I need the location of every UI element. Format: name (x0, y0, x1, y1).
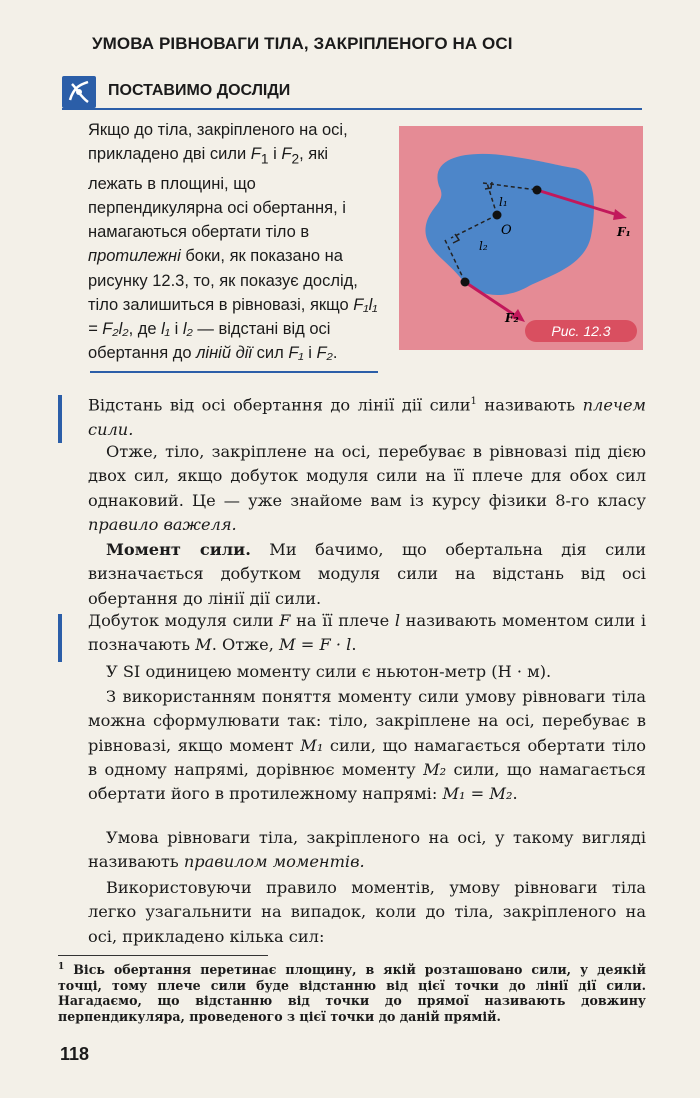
figure-12-3 (399, 126, 643, 350)
force-f1-symbol: F (250, 145, 261, 164)
si-unit-line (88, 660, 646, 684)
si-unit-text: У SI одиницею моменту сили є ньютон-метр (Н · м). (106, 662, 552, 681)
symbol-m1: M₁ (300, 735, 324, 755)
label-o: O (501, 223, 512, 238)
footnote-text: Вісь обертання перетинає площину, в якій розташовано сили, у деякій точці, тому плече сили буде відстанню від цієї точки до лінії дії сили. Нагадаємо, що відстанню від точки до прямої називають довжину перпендикуляра, проведеного з цієї точки до даній прямій. (58, 962, 647, 1024)
definition-torque (88, 609, 646, 658)
paragraph-term: правило важеля. (88, 514, 237, 534)
footnote-divider (58, 955, 268, 956)
symbol-m: M (195, 635, 212, 655)
intro-text: , де (128, 319, 162, 338)
intro-emphasis: ліній дії (196, 344, 253, 363)
figure-caption: Рис. 12.3 (551, 323, 611, 339)
definition-text: на її плече (290, 611, 395, 630)
force-f2-symbol: F₂ (316, 344, 333, 363)
intro-text: . (332, 344, 338, 363)
moment-formula: M₁ = M₂ (442, 784, 513, 804)
arm-l2: l₂ (182, 319, 193, 338)
label-f1: F₁ (617, 225, 631, 239)
symbol-f: F (279, 611, 291, 630)
experiment-divider (62, 108, 642, 110)
paragraph-torque (88, 538, 646, 611)
definition-bar (58, 395, 62, 443)
label-f2: F₂ (505, 311, 519, 325)
paragraph-generalize (88, 876, 646, 949)
definition-text: . (351, 635, 357, 655)
footnote (58, 960, 646, 1025)
experiment-title: ПОСТАВИМО ДОСЛІДИ (108, 82, 291, 99)
footnote-ref: 1 (470, 396, 477, 407)
paragraph-text: Використовуючи правило моментів, умову рівноваги тіла легко узагальнити на випадок, коли до тіла, закріпленого на осі, прикладено кілька сил: (88, 878, 646, 946)
paragraph-text: Умова рівноваги тіла, закріпленого на осі, у такому вигляді називають (88, 828, 646, 872)
definition-text: Добуток модуля сили (88, 611, 280, 630)
intro-emphasis: протилежні (88, 247, 181, 266)
intro-text: і (303, 344, 317, 363)
paragraph-rule-of-moments (88, 826, 646, 875)
definition-text: . Отже, (211, 635, 280, 655)
definition-arm (88, 390, 646, 442)
label-l1: l₁ (499, 195, 508, 209)
intro-divider (90, 371, 378, 373)
intro-text: і (268, 145, 282, 164)
experiment-icon (62, 76, 96, 108)
force-f1-symbol: F₁ (288, 344, 304, 363)
symbol-l: l (394, 611, 400, 630)
intro-text: Якщо до тіла, закріпленого на осі, прикладено дві сили (88, 121, 348, 164)
paragraph-text: сили, що намагається обертати його в протилежному напрямі: (88, 759, 646, 804)
force-f2-symbol: F (281, 145, 292, 164)
paragraph-text: . (512, 784, 518, 804)
paragraph-text: З використанням поняття моменту сили умову рівноваги тіла можна сформулювати так: тіло, закріплене на осі, перебуває в рівновазі, якщо момент (88, 687, 646, 755)
definition-text: називають моментом сили і позначають (88, 611, 646, 655)
force-f1-subscript: 1 (260, 151, 269, 167)
page-number: 118 (60, 1044, 90, 1064)
torque-formula: M = F · l (279, 635, 352, 655)
symbol-m2: M₂ (423, 759, 447, 779)
intro-text: боки, як показано на рисунку 12.3, то, як показує дослід, тіло залишиться в рівновазі, якщо (88, 247, 358, 314)
force-f2-subscript: 2 (291, 151, 300, 167)
intro-text: — відстані від осі обертання до (88, 319, 331, 363)
footnote-mark: 1 (58, 962, 65, 972)
paragraph-heading: Момент сили. (106, 540, 251, 559)
definition-bar (58, 614, 62, 662)
paragraph-lever-rule (88, 440, 646, 537)
paragraph-text: Отже, тіло, закріплене на осі, перебуває в рівновазі під дією двох сил, якщо добуток модуля сили на її плече для обох сил однаковий. Це — уже знайоме вам із курсу фізики 8-го класу (88, 442, 646, 510)
axis-point (493, 211, 502, 220)
intro-paragraph (88, 118, 384, 365)
paragraph-equilibrium (88, 685, 646, 806)
section-title: УМОВА РІВНОВАГИ ТІЛА, ЗАКРІПЛЕНОГО НА ОСІ (92, 34, 513, 53)
paragraph-text: сили, що намагається обертати тіло в одному напрямі, дорівнює моменту (88, 735, 647, 779)
definition-text: Відстань від осі обертання до лінії дії сили (88, 395, 471, 415)
definition-text: називають (476, 395, 583, 415)
intro-text: , які лежать в площині, що перпендикулярна осі обертання, і намагаються обертати тіло в (88, 145, 346, 242)
arm-l1: l₁ (161, 319, 170, 338)
intro-text: сил (252, 344, 289, 363)
paragraph-term: правилом моментів. (183, 852, 365, 872)
paragraph-text: Ми бачимо, що обертальна дія сили визначається добутком модуля сили на відстань від осі обертання до лінії дії сили. (88, 540, 646, 608)
definition-term: плечем сили. (88, 395, 646, 439)
label-l2: l₂ (479, 239, 488, 253)
intro-text: і (170, 319, 183, 338)
equilibrium-formula: F₁l₁ = F₂l₂ (88, 295, 378, 338)
